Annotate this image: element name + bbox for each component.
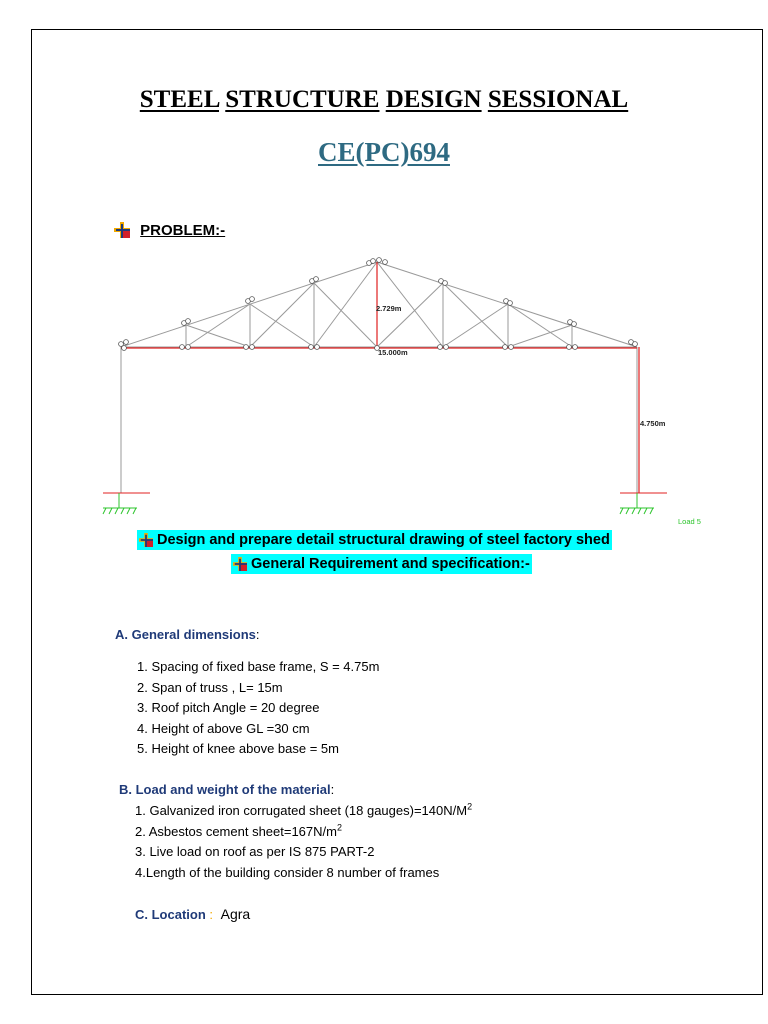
list-item: 1. Spacing of fixed base frame, S = 4.75m <box>137 659 380 674</box>
list-item: 4. Height of above GL =30 cm <box>137 720 310 736</box>
truss-members <box>121 262 637 493</box>
section-a-heading: A. General dimensions: <box>115 627 260 642</box>
problem-label: PROBLEM:- <box>140 221 226 239</box>
section-c-heading: C. Location : Agra <box>135 906 251 922</box>
requirements-text: General Requirement and specification:- <box>251 556 530 573</box>
cross-bullet-icon <box>114 222 130 238</box>
section-b-heading: B. Load and weight of the material: <box>119 782 335 797</box>
left-support <box>103 493 150 514</box>
title-word-3: DESIGN <box>385 86 482 113</box>
list-item: 2. Asbestos cement $sheet=167N/m^2$ <box>135 822 342 839</box>
title-word-2: STRUCTURE <box>225 86 380 113</box>
right-support <box>620 493 667 514</box>
list-item: 3. Roof pitch Angle = 20 degree <box>137 700 320 715</box>
location-value: Agra <box>220 906 251 922</box>
problem-heading <box>114 221 225 239</box>
cross-bullet-icon <box>139 533 153 547</box>
list-item: 2. Span of truss , L= 15m <box>137 679 283 695</box>
highlighted-members <box>121 262 639 493</box>
column-dimension-label: 4.750m <box>640 419 666 428</box>
span-dimension-label: 15.000m <box>378 348 408 357</box>
cross-bullet-icon <box>233 557 247 571</box>
truss-frame-figure <box>0 240 768 530</box>
page-title <box>0 86 768 114</box>
section-a-list <box>137 657 379 760</box>
list-item: 1. Galvanized iron corrugated sheet (18 $gauges)=140N/M^2$ <box>135 801 473 818</box>
course-code: CE(PC)694 <box>318 137 450 167</box>
task-text: Design and prepare detail structural drawing of steel factory shed <box>157 532 610 549</box>
title-word-4: SESSIONAL <box>487 86 629 113</box>
height-dimension-label: 2.729m <box>376 304 402 313</box>
task-highlight <box>137 530 612 550</box>
list-item: 5. Height of knee above base = 5m <box>137 741 339 756</box>
section-b-list <box>135 801 472 883</box>
requirements-highlight <box>231 554 532 574</box>
title-word-1: STEEL <box>139 86 220 113</box>
list-item: 4.Length of the building consider 8 number of frames <box>135 864 440 880</box>
list-item: 3. Live load on roof as per IS 875 PART-2 <box>135 844 375 859</box>
load-case-label: Load 5 <box>678 517 701 526</box>
